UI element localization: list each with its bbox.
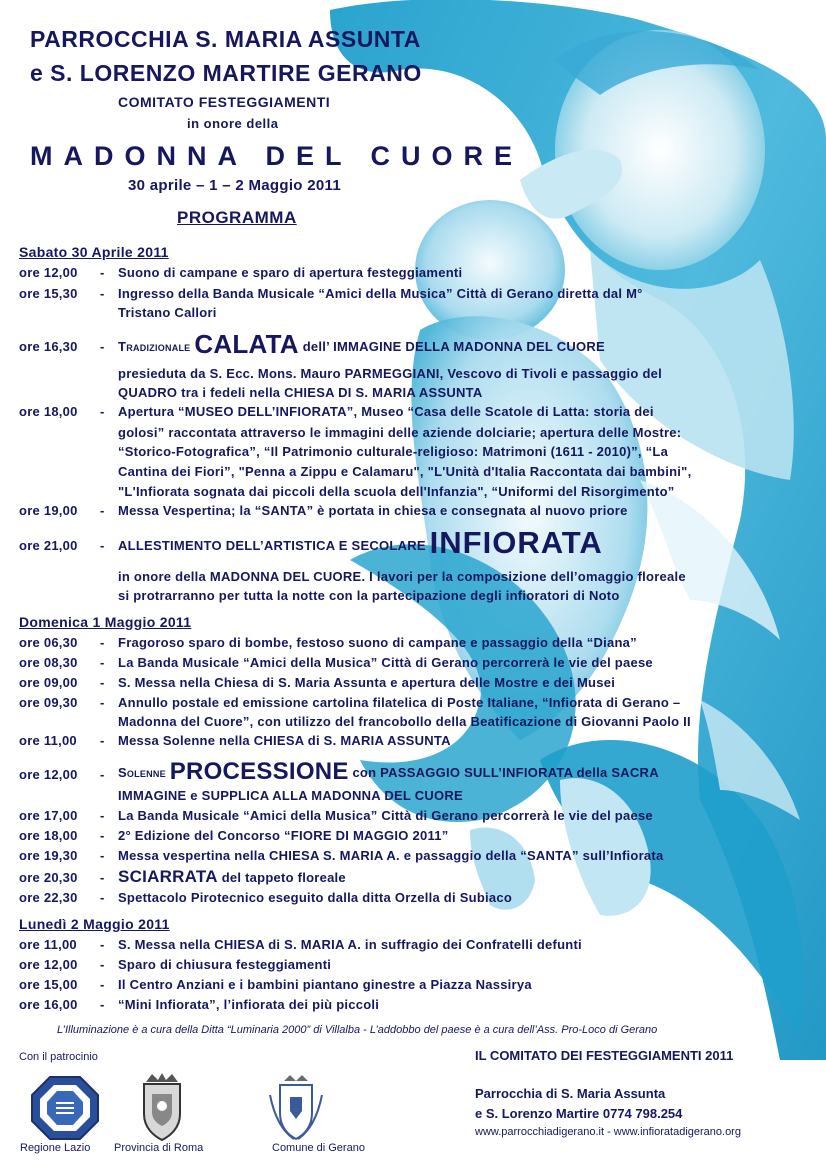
processione-highlight: PROCESSIONE (169, 758, 349, 785)
event-text: Messa vespertina nella CHIESA S. MARIA A. e passaggio della “SANTA” sull’Infiorata (118, 848, 664, 863)
program-heading: PROGRAMMA (177, 208, 297, 227)
event-text (118, 525, 603, 561)
event-prefix: Solenne (118, 765, 170, 780)
event-text: “Mini Infiorata”, l’infiorata dei più piccoli (118, 997, 380, 1012)
credits-line: L’Illuminazione è a cura della Ditta “Luminaria 2000” di Villalba - L’addobbo del paese è a cura dell’Ass. Pro-Loco di Gerano (57, 1024, 658, 1036)
event-text-continued: IMMAGINE e SUPPLICA ALLA MADONNA DEL CUORE (118, 788, 463, 803)
parish-contact-line1: Parrocchia di S. Maria Assunta (475, 1086, 666, 1101)
logo-caption: Regione Lazio (20, 1142, 91, 1154)
event-time: ore 09,00 (19, 675, 78, 690)
event-time: ore 21,00 (19, 538, 78, 553)
event-text: Annullo postale ed emissione cartolina filatelica di Poste Italiane, “Infiorata di Gerano – (118, 695, 681, 710)
event-text: Messa Solenne nella CHIESA di S. MARIA ASSUNTA (118, 733, 451, 748)
event-time: ore 16,00 (19, 997, 78, 1012)
event-text-continued: "L'Infiorata sognata dai piccoli della scuola dell'Infanzia", “Uniformi del Risorgimento” (118, 484, 675, 499)
separator: - (100, 265, 105, 280)
event-text-continued: QUADRO tra i fedeli nella CHIESA DI S. MARIA ASSUNTA (118, 385, 483, 400)
separator: - (100, 767, 105, 782)
separator: - (100, 404, 105, 419)
event-text: Sparo di chiusura festeggiamenti (118, 957, 332, 972)
infiorata-highlight: INFIORATA (429, 525, 603, 560)
sciarrata-highlight: SCIARRATA (118, 867, 218, 886)
committee-signature: IL COMITATO DEI FESTEGGIAMENTI 2011 (475, 1048, 734, 1063)
separator: - (100, 286, 105, 301)
website-links: www.parrocchiadigerano.it - www.infioratadigerano.org (475, 1126, 741, 1138)
event-text: Spettacolo Pirotecnico eseguito dalla ditta Orzella di Subiaco (118, 890, 513, 905)
event-prefix: ALLESTIMENTO DELL’ARTISTICA E SECOLARE (118, 538, 430, 553)
separator: - (100, 937, 105, 952)
event-text (118, 867, 346, 887)
parish-contact-line2: e S. Lorenzo Martire 0774 798.254 (475, 1106, 683, 1121)
event-text-continued: Tristano Callori (118, 305, 217, 320)
event-time: ore 19,30 (19, 848, 78, 863)
event-time: ore 12,00 (19, 957, 78, 972)
day-heading-sunday: Domenica 1 Maggio 2011 (19, 614, 192, 630)
event-time: ore 11,00 (19, 733, 77, 748)
separator: - (100, 997, 105, 1012)
event-time: ore 11,00 (19, 937, 77, 952)
event-time: ore 15,00 (19, 977, 78, 992)
event-time: ore 12,00 (19, 265, 78, 280)
event-time: ore 22,30 (19, 890, 78, 905)
regione-lazio-logo-icon (30, 1075, 100, 1141)
separator: - (100, 848, 105, 863)
event-time: ore 12,00 (19, 767, 78, 782)
event-text: Fragoroso sparo di bombe, festoso suono di campane e passaggio della “Diana” (118, 635, 637, 650)
separator: - (100, 675, 105, 690)
event-time: ore 06,30 (19, 635, 78, 650)
in-honor-text: in onore della (187, 116, 279, 131)
day-heading-monday: Lunedì 2 Maggio 2011 (19, 916, 170, 932)
separator: - (100, 655, 105, 670)
comune-gerano-crest-icon (268, 1075, 324, 1141)
event-text-continued: presieduta da S. Ecc. Mons. Mauro PARMEGGIANI, Vescovo di Tivoli e passaggio del (118, 366, 662, 381)
separator: - (100, 957, 105, 972)
event-text: S. Messa nella Chiesa di S. Maria Assunta e apertura delle Mostre e dei Musei (118, 675, 616, 690)
separator: - (100, 977, 105, 992)
event-text: Messa Vespertina; la “SANTA” è portata in chiesa e consegnata al nuovo priore (118, 503, 628, 518)
separator: - (100, 870, 105, 885)
separator: - (100, 828, 105, 843)
event-text: Apertura “MUSEO DELL’INFIORATA”, Museo “Casa delle Scatole di Latta: storia dei (118, 404, 654, 419)
logo-caption: Provincia di Roma (114, 1142, 204, 1154)
event-text: Ingresso della Banda Musicale “Amici della Musica” Città di Gerano diretta dal M° (118, 286, 643, 301)
provincia-roma-crest-icon (138, 1072, 186, 1142)
parish-name-line2: e S. LORENZO MARTIRE GERANO (30, 60, 422, 86)
event-time: ore 17,00 (19, 808, 78, 823)
event-time: ore 16,30 (19, 339, 78, 354)
day-heading-saturday: Sabato 30 Aprile 2011 (19, 244, 169, 260)
event-text-continued: Cantina dei Fiori”, "Penna a Zippu e Calamaru", "L'Unità d'Italia Raccontata dai bambini", (118, 464, 692, 479)
event-suffix: dell’ IMMAGINE DELLA MADONNA DEL CUORE (298, 339, 605, 354)
event-text-continued: golosi” raccontata attraverso le immagini delle aziende dolciarie; apertura delle Mostre: (118, 425, 682, 440)
event-text: Suono di campane e sparo di apertura festeggiamenti (118, 265, 463, 280)
logo-caption: Comune di Gerano (272, 1142, 365, 1154)
event-time: ore 15,30 (19, 286, 78, 301)
event-prefix: Tradizionale (118, 339, 195, 354)
event-text: La Banda Musicale “Amici della Musica” Città di Gerano percorrerà le vie del paese (118, 655, 653, 670)
event-time: ore 09,30 (19, 695, 78, 710)
calata-highlight: CALATA (194, 329, 299, 359)
separator: - (100, 695, 105, 710)
event-text: Il Centro Anziani e i bambini piantano ginestre a Piazza Nassirya (118, 977, 532, 992)
event-suffix: del tappeto floreale (217, 870, 346, 885)
event-text: S. Messa nella CHIESA di S. MARIA A. in suffragio dei Confratelli defunti (118, 937, 582, 952)
separator: - (100, 890, 105, 905)
separator: - (100, 635, 105, 650)
event-time: ore 20,30 (19, 870, 78, 885)
event-time: ore 08,30 (19, 655, 78, 670)
event-text-continued: Madonna del Cuore”, con utilizzo del francobollo della Beatificazione di Giovanni Paolo II (118, 714, 691, 729)
patronage-label: Con il patrocinio (19, 1051, 98, 1063)
separator: - (100, 808, 105, 823)
separator: - (100, 733, 105, 748)
event-text (118, 329, 605, 360)
separator: - (100, 538, 105, 553)
event-text-continued: “Storico-Fotografica”, “Il Patrimonio culturale-religioso: Matrimoni (1611 - 2010)”, “La (118, 444, 669, 459)
event-time: ore 18,00 (19, 828, 78, 843)
event-text-continued: si protrarranno per tutta la notte con la partecipazione degli infioratori di Noto (118, 588, 620, 603)
event-title: MADONNA DEL CUORE (30, 141, 524, 171)
event-dates: 30 aprile – 1 – 2 Maggio 2011 (128, 177, 341, 194)
separator: - (100, 339, 105, 354)
committee-title: COMITATO FESTEGGIAMENTI (118, 94, 331, 110)
event-time: ore 18,00 (19, 404, 78, 419)
event-text: 2° Edizione del Concorso “FIORE DI MAGGIO 2011” (118, 828, 449, 843)
event-text-continued: in onore della MADONNA DEL CUORE. I lavori per la composizione dell’omaggio floreale (118, 569, 686, 584)
event-text: La Banda Musicale “Amici della Musica” Città di Gerano percorrerà le vie del paese (118, 808, 653, 823)
event-time: ore 19,00 (19, 503, 78, 518)
event-text (118, 758, 659, 786)
event-suffix: con PASSAGGIO SULL’INFIORATA della SACRA (348, 765, 659, 780)
separator: - (100, 503, 105, 518)
parish-name-line1: PARROCCHIA S. MARIA ASSUNTA (30, 26, 421, 52)
